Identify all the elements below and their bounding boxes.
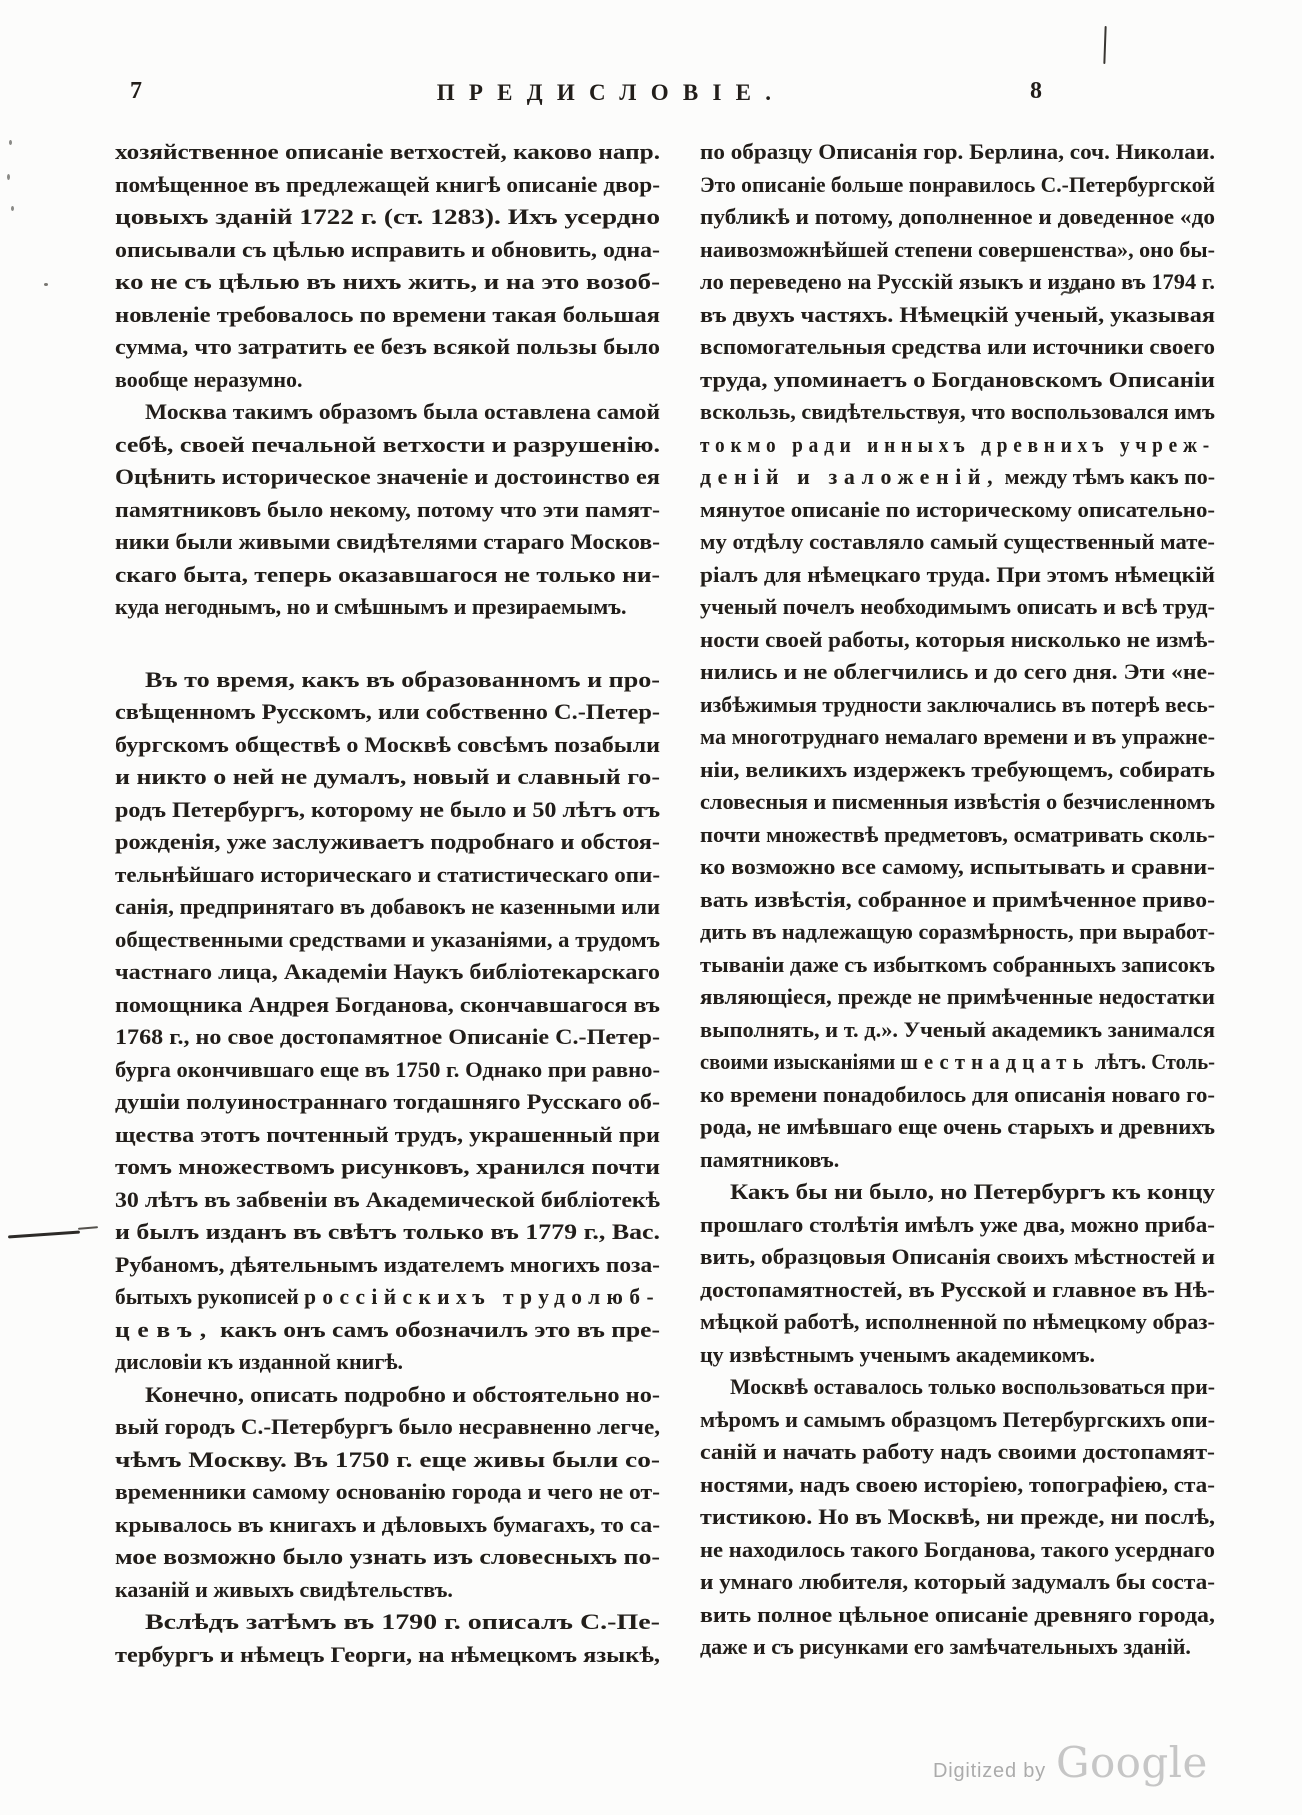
text-line: Конечно, описать подробно и обстоятельно но- [145,1381,660,1407]
text-line: Москва такимъ образомъ была оставлена самой [145,399,660,424]
text-line: вый городъ С.-Петербургъ было несравненно легче, [115,1414,660,1439]
text-line: бурга окончившаго еще въ 1750 г. Однако при равно- [115,1056,660,1082]
text-line: му отдѣлу составляло самый существенный мате- [700,529,1215,554]
text-line: труда, упоминаетъ о Богдановскомъ Описаніи [700,366,1215,392]
text-line: Вслѣдъ затѣмъ въ 1790 г. описалъ С.-Пе- [145,1609,660,1634]
text-line: ности своей работы, которыя нисколько не измѣ- [700,626,1215,652]
text-line: помѣщенное въ предлежащей книгѣ описаніе двор- [115,171,660,197]
text-line: щества этотъ почтенный трудъ, украшенный при [115,1121,660,1147]
text-line: тистикою. Но въ Москвѣ, ни прежде, ни послѣ, [700,1504,1215,1529]
text-line: цевъ, какъ онъ самъ обозначилъ это въ пре- [115,1316,660,1342]
text-line: цу извѣстнымъ ученымъ академикомъ. [700,1341,1096,1367]
text-line: родъ Петербургъ, которому не было и 50 лѣтъ отъ [115,796,660,822]
text-line: вспомогательныя средства или источники своего [700,334,1215,359]
text-line: мянутое описаніе по историческому описательно- [700,496,1215,522]
text-line: частнаго лица, Академіи Наукъ библіотекарскаго [115,959,660,984]
text-line: Это описаніе больше понравилось С.-Петербургской [700,171,1215,197]
text-line: тельнѣйшаго историческаго и статистическаго опи- [115,861,660,887]
text-line: являющіеся, прежде не примѣченные недостатки [700,984,1215,1009]
text-line: ники были живыми свидѣтелями стараго Москов- [115,529,660,554]
text-line: себѣ, своей печальной ветхости и разрушенію. [115,431,660,457]
text-line: вообще неразумно. [115,366,303,392]
left-column [115,136,660,1671]
text-line: Въ то время, какъ въ образованномъ и про- [145,666,660,692]
text-line: томъ множествомъ рисунковъ, хранился почти [115,1154,660,1179]
text-line: своими изысканіями шестнадцать лѣтъ. Столь- [700,1049,1215,1074]
letterspaced-text: россійскихъ трудолюб- [304,1284,660,1309]
text-line: памятниковъ было некому, потому что эти памят- [115,496,660,522]
scan-speck [7,174,10,180]
text-line: вать извѣстія, собранное и примѣченное приво- [700,886,1215,912]
text-line: деній и заложеній, между тѣмъ какъ по- [700,464,1215,489]
page-number-right: 8 [1030,78,1042,104]
text-line: саній и начать работу надъ своими достопамят- [700,1439,1215,1464]
text-line: душіи полуиностраннаго тогдашняго Русскаго об- [115,1089,660,1114]
text-line: рода, не имѣвшаго еще очень старыхъ и древнихъ [700,1114,1215,1139]
text-line: Какъ бы ни было, но Петербургъ къ концу [730,1179,1215,1204]
text-line: 1768 г., но свое достопамятное Описаніе С.-Петер- [115,1024,660,1049]
text-line: мѣцкой работѣ, исполненной по нѣмецкому образ- [700,1309,1215,1334]
text-line: сумма, что затратить ее безъ всякой пользы было [115,334,660,359]
text-line: почти множествѣ предметовъ, осматривать сколь- [700,821,1215,847]
text-line: мое возможно было узнать изъ словесныхъ по- [115,1544,660,1569]
text-line: общественными средствами и указаніями, а трудомъ [115,926,660,952]
text-line: въ двухъ частяхъ. Нѣмецкій ученый, указывая [700,301,1215,327]
text-line: не находилось такого Богданова, такого усерднаго [700,1536,1215,1562]
text-line: ко не съ цѣлью въ нихъ жить, и на это возоб- [115,269,660,294]
text-line: дить въ надлежащую соразмѣрность, при выработ- [700,919,1215,944]
scan-speck [9,140,12,145]
text-line: публикѣ и потому, дополненное и доведенное «до [700,204,1215,229]
text-line: ма многотруднаго немалаго времени и въ упражне- [700,724,1215,749]
text-line: свѣщенномъ Русскомъ, или собственно С.-Петер- [115,699,660,724]
text-line: описывали съ цѣлью исправить и обновить, одна- [115,236,660,262]
text-line: вить, образцовыя Описанія своихъ мѣстностей и [700,1244,1215,1269]
text-line: 30 лѣтъ въ забвеніи въ Академической библіотекѣ [115,1186,660,1212]
text-line: даже и съ рисунками его замѣчательныхъ зданій. [700,1634,1191,1659]
text-line: по образцу Описанія гор. Берлина, соч. Николаи. [700,139,1215,164]
text-line: ученый почелъ необходимымъ описать и всѣ труд- [700,594,1215,619]
letterspaced-text: токмо ради инныхъ древнихъ учреж- [700,431,1215,457]
text-line: бытыхъ рукописей россійскихъ трудолюб- [115,1284,660,1309]
text-line: куда негоднымъ, но и смѣшнымъ и презираемымъ. [115,594,627,619]
page-title: ПРЕДИСЛОВІЕ. [436,80,786,105]
right-column [700,136,1215,1664]
pen-mark-left-margin-tail [78,1226,98,1230]
text-line: скаго быта, теперь оказавшагося не только ни- [115,561,660,587]
text-line: наивозможнѣйшей степени совершенства», оно бы- [700,236,1215,262]
letterspaced-text: шестнадцать [900,1049,1090,1074]
text-line: бургскомъ обществѣ о Москвѣ совсѣмъ позабыли [115,731,660,757]
text-line: ніи, великихъ издержекъ требующемъ, собирать [700,756,1215,782]
text-line: чѣмъ Москву. Въ 1750 г. еще живы были со- [115,1446,660,1472]
text-line: Рубаномъ, дѣятельнымъ издателемъ многихъ поза- [115,1251,660,1277]
text-line: санія, предпринятаго въ добавокъ не казенными или [115,894,660,919]
letterspaced-text: цевъ, [115,1316,214,1342]
scan-speck [44,283,48,286]
text-line: казаній и живыхъ свидѣтельствъ. [115,1576,453,1602]
text-line: дисловіи къ изданной книгѣ. [115,1349,404,1374]
pen-mark-left-margin [8,1230,80,1238]
text-line: вскользь, свидѣтельствуя, что воспользовался имъ [700,399,1215,424]
text-line: Москвѣ оставалось только воспользоваться при- [730,1374,1215,1399]
digitized-by-label: Digitized by [933,1760,1046,1782]
text-line: словесныя и писменныя извѣстія о безчисленномъ [700,789,1215,814]
text-line: нились и не облегчились и до сего дня. Эти «не- [700,659,1215,684]
google-logo: Google [1055,1738,1208,1787]
google-watermark [933,1738,1208,1787]
scan-speck [11,206,14,211]
text-line: хозяйственное описаніе ветхостей, каково напр. [115,139,660,164]
text-line: цовыхъ зданій 1722 г. (ст. 1283). Ихъ усердно [115,204,660,229]
text-line: рожденія, уже заслуживаетъ подробнаго и обстоя- [115,829,660,854]
text-line [700,429,1215,462]
text-line: временники самому основанію города и чего не от- [115,1479,660,1504]
text-line: ностями, надъ своею исторіею, топографіею, ста- [700,1471,1215,1497]
text-line: и былъ изданъ въ свѣтъ только въ 1779 г., Вас. [115,1219,660,1244]
text-line: вить полное цѣльное описаніе древняго города, [700,1601,1215,1627]
text-line: новленіе требовалось по времени такая большая [115,301,660,327]
text-line: памятниковъ. [700,1146,840,1172]
text-line: крывалось въ книгахъ и дѣловыхъ бумагахъ, то са- [115,1511,660,1537]
text-line: и никто о ней не думалъ, новый и славный го- [115,764,660,789]
page-number-left: 7 [130,78,142,104]
text-line: помощника Андрея Богданова, скончавшагося въ [115,991,660,1017]
text-line: Оцѣнить историческое значеніе и достоинство ея [115,464,660,489]
text-line: и умнаго любителя, который задумалъ бы соста- [700,1569,1215,1594]
text-line: выполнять, и т. д.». Ученый академикъ занимался [700,1016,1215,1042]
text-line: ріалъ для нѣмецкаго труда. При этомъ нѣмецкій [700,561,1215,587]
text-line: тываніи даже съ избыткомъ собранныхъ записокъ [700,951,1215,977]
text-line: достопамятностей, въ Русской и главное въ Нѣ- [700,1276,1215,1302]
text-line: ло переведено на Русскій языкъ и издано въ 1794 г. [700,269,1215,294]
text-line: мѣромъ и самымъ образцомъ Петербургскихъ опи- [700,1406,1215,1432]
letterspaced-text: деній и заложеній, [700,464,1000,489]
text-line: тербургъ и нѣмецъ Георги, на нѣмецкомъ языкѣ, [115,1641,660,1667]
pen-mark-top-right [1103,26,1106,64]
text-line: избѣжимыя трудности заключались въ потерѣ весь- [700,691,1215,717]
text-line: ко времени понадобилось для описанія новаго го- [700,1081,1215,1107]
text-line: прошлаго столѣтія имѣлъ уже два, можно приба- [700,1211,1215,1237]
text-line: ко возможно все самому, испытывать и сравни- [700,854,1215,879]
